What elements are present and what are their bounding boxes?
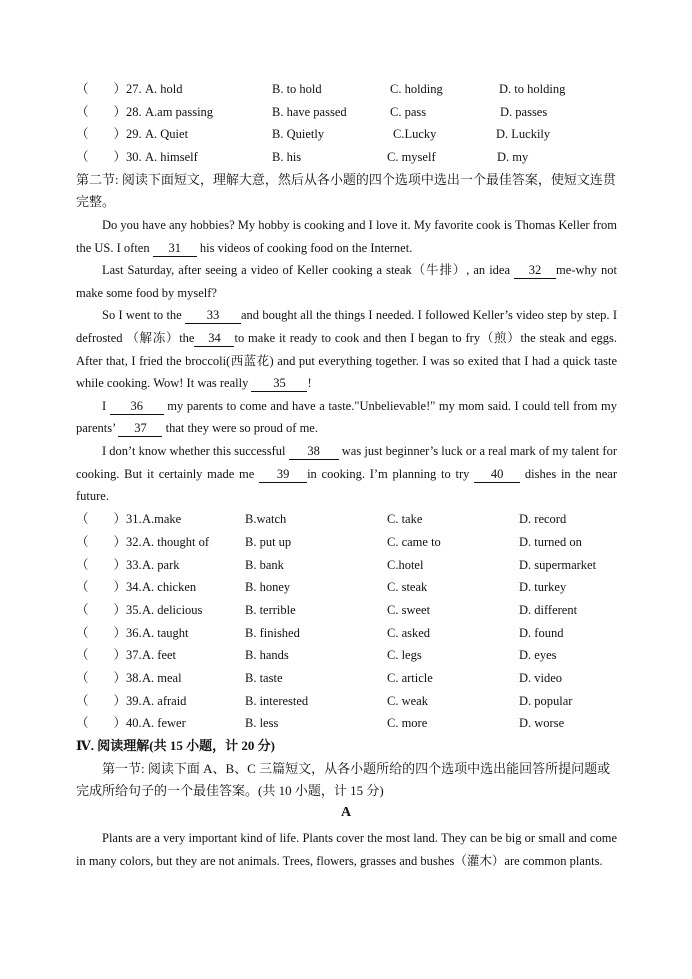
question-number: （ ）34. <box>76 580 142 594</box>
section-heading: 第二节: 阅读下面短文，理解大意，然后从各小题的四个选项中选出一个最佳答案，使短文连贯完整。 <box>76 172 616 209</box>
blank-33[interactable]: 33 <box>185 307 241 324</box>
option-c: C. holding <box>390 82 443 96</box>
passage-paragraph <box>76 304 617 394</box>
option-c: C.Lucky <box>393 127 437 141</box>
option-a: A. delicious <box>142 603 203 617</box>
option-d: D. popular <box>519 694 573 708</box>
passage-text: So I went to the <box>102 308 185 323</box>
question-number: （ ）37. <box>76 648 142 662</box>
option-c: C. weak <box>387 694 428 708</box>
option-b: B. put up <box>245 535 292 549</box>
question-number: （ ）29. <box>76 127 142 141</box>
option-c: C. myself <box>387 150 436 164</box>
blank-32[interactable]: 32 <box>514 262 556 279</box>
passage-text: Last Saturday, after seeing a video of Keller cooking a steak（牛排）, an idea <box>102 263 515 278</box>
passage-text: me-why not make some food by myself? <box>76 263 618 300</box>
option-d: D. record <box>519 512 567 526</box>
question-number: （ ）39. <box>76 694 142 708</box>
passage-text: my parents to come and have a taste."Unbelievable!" my mom said. I could tell from my parents’ <box>76 398 617 436</box>
passage-text: was just beginner’s luck or a real mark of my talent for cooking. But it certainly made me <box>76 443 617 481</box>
option-c: C. legs <box>387 648 422 662</box>
passage-paragraph <box>76 440 617 508</box>
question-number: （ ）35. <box>76 603 142 617</box>
passage-text: I <box>102 398 110 413</box>
question-number: （ ）38. <box>76 671 142 685</box>
option-b: B. less <box>245 716 279 730</box>
option-a: A. fewer <box>142 716 186 730</box>
question-number: （ ）36. <box>76 626 142 640</box>
blank-40[interactable]: 40 <box>474 466 520 483</box>
passage-text: that they were so proud of me. <box>162 421 318 436</box>
option-c: C. came to <box>387 535 441 549</box>
question-number: （ ）27. <box>76 82 142 96</box>
option-a: A. park <box>142 558 180 572</box>
option-d: D. turkey <box>519 580 567 594</box>
option-d: D. different <box>519 603 578 617</box>
passage-text: in cooking. I’m planning to try <box>307 466 475 481</box>
option-d: D. turned on <box>519 535 582 549</box>
blank-34[interactable]: 34 <box>194 330 234 347</box>
option-b: B. Quietly <box>272 127 325 141</box>
passage-text: Do you have any hobbies? My hobby is cooking and I love it. My favorite cook is Thomas Keller from the US. I often <box>76 218 617 255</box>
option-d: D. to holding <box>499 82 566 96</box>
option-b: B.watch <box>245 512 287 526</box>
passage-a-text: Plants are a very important kind of life. Plants cover the most land. They can be big or small and come in many colors, but they are not animals. Trees, flowers, grasses and bushes（灌木）are common plants. <box>76 831 617 868</box>
option-d: D. eyes <box>519 648 557 662</box>
option-b: B. terrible <box>245 603 296 617</box>
option-c: C. pass <box>390 105 427 119</box>
option-d: D. video <box>519 671 563 685</box>
question-number: （ ）33. <box>76 558 142 572</box>
cloze-passage <box>76 214 617 508</box>
option-d: D. worse <box>519 716 565 730</box>
passage-text: and bought all the things I needed. I followed Keller’s video step by step. I defrosted （解冻）the <box>76 308 617 345</box>
option-a: A. Quiet <box>145 127 189 141</box>
passage-paragraph <box>76 214 617 259</box>
option-a: A. himself <box>145 150 198 164</box>
option-b: B. to hold <box>272 82 322 96</box>
option-c: C. sweet <box>387 603 431 617</box>
option-a: A.am passing <box>145 105 214 119</box>
passage-text: ! <box>307 376 312 391</box>
question-number: （ ）40. <box>76 716 142 730</box>
reading-instruction: 第一节: 阅读下面 A、B、C 三篇短文，从各小题所给的四个选项中选出能回答所提问题或完成所给句子的一个最佳答案。(共 10 小题，计 15 分) <box>76 761 611 798</box>
option-a: A. afraid <box>142 694 187 708</box>
option-a: A. meal <box>142 671 182 685</box>
option-b: B. finished <box>245 626 300 640</box>
question-number: （ ）32. <box>76 535 142 549</box>
option-a: A. thought of <box>142 535 210 549</box>
option-b: B. honey <box>245 580 291 594</box>
option-d: D. found <box>519 626 564 640</box>
passage-paragraph <box>76 395 617 440</box>
passage-text: dishes in the near future. <box>76 466 617 504</box>
option-d: D. my <box>497 150 529 164</box>
blank-38[interactable]: 38 <box>289 443 339 460</box>
question-number: （ ）28. <box>76 105 142 119</box>
passage-text: to make it ready to cook and then I began to fry（煎）the steak and eggs. After that, I fried the broccoli(西蓝花) and put everything together. I was so exited that I had a quick taste while cooking. Wow! It was really <box>76 330 618 391</box>
option-c: C. take <box>387 512 423 526</box>
blank-37[interactable]: 37 <box>118 420 162 437</box>
option-b: B. hands <box>245 648 289 662</box>
reading-title: Ⅳ. 阅读理解(共 15 小题，计 20 分) <box>76 738 275 753</box>
option-d: D. Luckily <box>496 127 551 141</box>
passage-text: I don’t know whether this successful <box>102 443 289 458</box>
blank-36[interactable]: 36 <box>110 398 164 415</box>
question-number: （ ）30. <box>76 150 142 164</box>
option-b: B. bank <box>245 558 284 572</box>
question-number: （ ）31. <box>76 512 142 526</box>
passage-letter: A <box>340 805 352 820</box>
option-c: C. steak <box>387 580 428 594</box>
option-c: C. asked <box>387 626 431 640</box>
option-c: C. article <box>387 671 433 685</box>
option-a: A.make <box>142 512 182 526</box>
option-a: A. hold <box>145 82 183 96</box>
option-d: D. supermarket <box>519 558 597 572</box>
option-b: B. taste <box>245 671 283 685</box>
option-c: C.hotel <box>387 558 424 572</box>
blank-39[interactable]: 39 <box>259 466 307 483</box>
passage-text: his videos of cooking food on the Internet. <box>196 240 413 255</box>
option-a: A. chicken <box>142 580 197 594</box>
blank-35[interactable]: 35 <box>251 375 307 392</box>
option-b: B. interested <box>245 694 309 708</box>
option-d: D. passes <box>500 105 548 119</box>
option-b: B. his <box>272 150 302 164</box>
passage-paragraph <box>76 259 617 304</box>
option-c: C. more <box>387 716 428 730</box>
option-a: A. feet <box>142 648 177 662</box>
option-a: A. taught <box>142 626 189 640</box>
blank-31[interactable]: 31 <box>153 240 197 257</box>
option-b: B. have passed <box>272 105 347 119</box>
